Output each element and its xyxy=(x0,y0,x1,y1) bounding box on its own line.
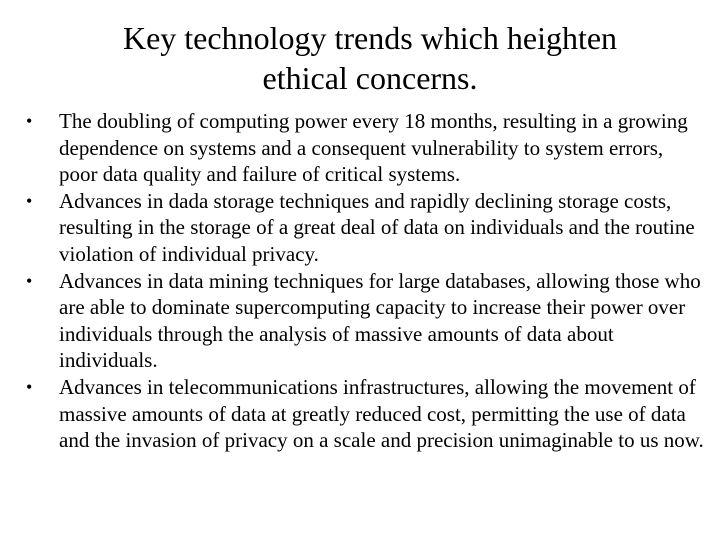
slide-title-line-1: Key technology trends which heighten xyxy=(122,20,618,56)
bullet-icon: • xyxy=(26,270,33,291)
bullet-item-data-mining xyxy=(26,268,706,374)
bullet-text: The doubling of computing power every 18 months, resulting in a growing dependence on systems and a consequent vulnerability to system errors, poor data quality and failure of critical systems. xyxy=(59,109,688,187)
bullet-icon: • xyxy=(26,111,33,131)
bullet-item-data-storage xyxy=(26,188,706,268)
bullet-icon: • xyxy=(26,376,33,397)
bullet-text: Advances in data mining techniques for large databases, allowing those who are able to dominate supercomputing capacity to increase their power over individuals through the analysis of massive amounts of data about individuals. xyxy=(59,268,701,373)
bullet-icon: • xyxy=(26,190,33,211)
bullet-list xyxy=(26,108,706,454)
slide-title-line-2: ethical concerns. xyxy=(262,60,478,96)
bullet-item-telecommunications xyxy=(26,374,706,454)
bullet-text: Advances in dada storage techniques and rapidly declining storage costs, resulting in the storage of a great deal of data on individuals and the routine violation of individual privacy. xyxy=(59,188,695,266)
slide-title xyxy=(40,18,700,98)
bullet-item-computing-power xyxy=(26,108,706,188)
bullet-text: Advances in telecommunications infrastructures, allowing the movement of massive amounts of data at greatly reduced cost, permitting the use of data and the invasion of privacy on a scale and precision unimaginable to us now. xyxy=(59,374,704,453)
